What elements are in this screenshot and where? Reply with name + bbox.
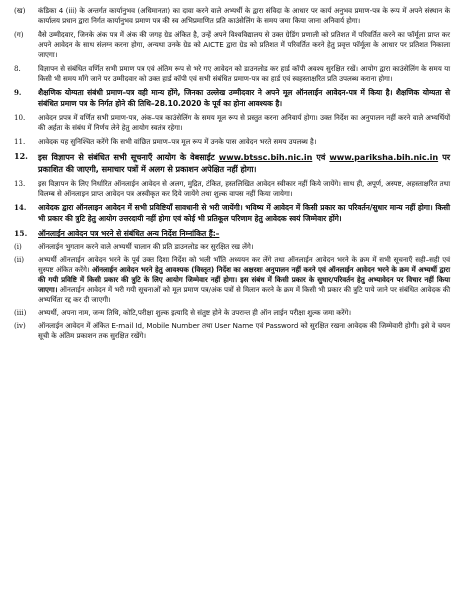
- clause-text-part: एवं: [312, 152, 330, 162]
- clause-number: 10.: [14, 113, 26, 122]
- subclause-bold-text: ऑनलाईन आवेदन भरने हेतु आवश्यक (विस्तृत) निर्देश का अक्षरशः अनुपालन नहीं करने एवं ऑनलाईन आवेदन भरने के क्रम में अभ्यर्थी द्वारा की गयी प्रविष्टि में किसी प्रकार की त्रुटि के लिए आयोग जिम्मेवार नहीं होगा। इस संबंध में किसी प्रकार के सुधार/परिवर्तन हेतु अभ्यावेदन पर विचार नहीं किया जाएगा।: [38, 265, 450, 294]
- clause-text-part: पर प्रकाशित की जाएगी, समाचार पत्रों में अलग से प्रकाशन अपेक्षित नहीं होगा।: [38, 152, 451, 174]
- clause-14: [14, 203, 450, 224]
- section-15-heading: [14, 228, 450, 239]
- clause-text: कंडिका 4 (iii) के अन्तर्गत कार्यानुभव (अधिमानता) का दावा करने वाले अभ्यर्थी के द्वारा संविदा के आधार पर कार्य अनुभव प्रमाण-पत्र के रूप में अपने संस्थान के कार्यालय प्रधान द्वारा निर्गत कार्यानुभव प्रमाण पत्र की स्व अभिप्रमाणित प्रति काउंसेलिंग के समय जमा किया जाना अनिवार्य होगा।: [38, 6, 450, 25]
- subclause-i: [14, 242, 450, 252]
- clause-ga: [14, 30, 450, 60]
- clause-text-part: इस विज्ञापन से संबंधित सभी सूचनाएँ आयोग के वेबसाईट: [38, 152, 219, 162]
- clause-text: आवेदक यह सुनिश्चित करेंगे कि सभी वांछित प्रमाण–पत्र मूल रूप में उनके पास आवेदन भरते समय उपलब्ध है।: [38, 137, 317, 146]
- subclause-iii: [14, 308, 450, 318]
- subclause-text: अभ्यर्थी, अपना नाम, जन्म तिथि, कोटि,परीक्षा शुल्क इत्यादि से संतुष्ट होने के उपरान्त ही ऑन लाईन परीक्षा शुल्क जमा करेंगे।: [38, 308, 352, 317]
- clause-number: (ख): [14, 6, 26, 15]
- subclause-number: (iv): [14, 321, 26, 330]
- subclause-text-part: अभ्यर्थी ऑनलाईन आवेदन भरने के पूर्व उक्त दिशा निर्देश को भली भाँति अध्ययन कर लेंगे तथा ऑनलाईन आवेदन भरने के क्रम में सभी सूचनाएँ सही–सही एवं सुस्पष्ट अंकित करेंगे।: [38, 255, 450, 274]
- clause-text: वैसे उम्मीदवार, जिनके अंक पत्र में अंक की जगह ग्रेड अंकित है, उन्हें अपने विश्वविद्यालय से उक्त ग्रेडिंग प्रणाली को प्रतिशत में परिवर्तित करने का फॉर्मूला प्राप्त कर अपने आवेदन के साथ संलग्न करना होगा, अन्यथा उनके ग्रेड को AICTE द्वारा ग्रेड को प्रतिशत में परिवर्तित करने हेतु प्रवृत्त फॉर्मूला के आधार पर प्रतिशत निकाला जाएगा।: [38, 30, 450, 59]
- subclause-text: ऑनलाईन आवेदन में अंकित E-mail Id, Mobile Number तथा User Name एवं Password को सुरक्षित रखना आवेदक की जिम्मेवारी होगी। इसे वे चयन सूची के अंतिम प्रकाशन तक सुरक्षित रखेंगे।: [38, 321, 450, 340]
- subclause-text: [38, 255, 450, 305]
- clause-9: [14, 88, 450, 109]
- clause-number: 13.: [14, 179, 26, 188]
- section-number: 15.: [14, 229, 28, 238]
- clause-11: [14, 137, 450, 147]
- subclause-number: (ii): [14, 255, 25, 264]
- clause-10: [14, 113, 450, 133]
- clause-number: (ग): [14, 30, 24, 39]
- pariksha-website-link[interactable]: www.pariksha.bih.nic.in: [329, 152, 439, 162]
- subclause-number: (i): [14, 242, 22, 251]
- subclause-number: (iii): [14, 308, 27, 317]
- clause-8: [14, 64, 450, 84]
- clause-text: आवेदक द्वारा ऑनलाइन आवेदन में सभी प्रविष्टियाँ सावधानी से भरी जायेंगी। भविष्य में आवेदन में किसी प्रकार का परिवर्तन/सुधार मान्य नहीं होगा। किसी भी प्रकार की त्रुटि हेतु आयोग उत्तरदायी नहीं होगा एवं कोई भी प्रतिकूल परिणाम हेतु आवेदक स्वयं जिम्मेवार होंगे।: [38, 203, 450, 223]
- clause-13: [14, 179, 450, 199]
- subclause-iv: [14, 321, 450, 341]
- clause-text: शैक्षणिक योग्यता संबंधी प्रमाण–पत्र वही मान्य होंगे, जिनका उल्लेख उम्मीदवार ने अपने मूल ऑनलाईन आवेदन-पत्र में किया है। शैक्षणिक योग्यता से संबंधित प्रमाण पत्र के निर्गत होने की तिथि–28.10.2020 के पूर्व का होना आवश्यक है।: [38, 88, 450, 108]
- section-title: ऑनलाईन आवेदन पत्र भरने से संबंधित अन्य निर्देश निम्नांकित हैं:–: [38, 229, 220, 238]
- clause-text: विज्ञापन से संबंधित वर्णित सभी प्रमाण पत्र एवं अंतिम रूप से भरे गए आवेदन को डाउनलोड कर हार्ड कॉपी अवश्य सुरक्षित रखें। आयोग द्वारा काउंसेलिंग के समय या किसी भी समय माँगे जाने पर उम्मीदवार को उक्त हार्ड कॉपी एवं सभी संबंधित प्रमाण-पत्र का हार्ड एवं स्वहस्ताक्षरित प्रति उपलब्ध कराना होगा।: [38, 64, 450, 83]
- clause-number: 14.: [14, 203, 27, 212]
- clause-number: 8.: [14, 64, 21, 73]
- clause-text: [38, 151, 450, 175]
- clause-text: आवेदन प्रपत्र में वर्णित सभी प्रमाण-पत्र, अंक–पत्र काउंसेलिंग के समय मूल रूप से प्रस्तुत करना अनिवार्य होगा। उक्त निर्देश का अनुपालन नहीं करने वाले अभ्यर्थियों की अर्हता के संबंध में निर्णय लेने हेतु आयोग स्वतंत्र रहेगा।: [38, 113, 450, 132]
- subclause-text-part: ऑनलाईन आवेदन में भरी गयी सूचनाओं को मूल प्रमाण पत्र/अंक पत्रों से मिलान करने के क्रम में किसी भी प्रकार की त्रुटि पाये जाने पर संबंधित आवेदक की अभ्यर्थिता रद्द कर दी जाएगी।: [38, 285, 450, 304]
- btssc-website-link[interactable]: www.btssc.bih.nic.in: [218, 152, 313, 162]
- clause-12: [14, 151, 450, 175]
- clause-number: 12.: [14, 151, 28, 161]
- subclause-ii: [14, 255, 450, 305]
- subclause-text: ऑनलाईन भुगतान करने वाले अभ्यर्थी चालान की प्रति डाउनलोड कर सुरक्षित रख लेंगे।: [38, 242, 254, 251]
- clause-number: 9.: [14, 88, 22, 97]
- clause-number: 11.: [14, 137, 26, 146]
- clause-kha: [14, 6, 450, 26]
- clause-text: इस विज्ञापन के लिए निर्धारित ऑनलाईन आवेदन से अलग, मुद्रित, टंकित, हस्तलिखित आवेदन स्वीकार नहीं किये जायेंगे। साथ ही, अपूर्ण, अस्पष्ट, अहस्ताक्षरित तथा विलम्ब से ऑनलाइन प्राप्त आवेदन पत्र अस्वीकृत कर दिये जायेंगे तथा शुल्क वापस नहीं किया जायेगा।: [38, 179, 450, 198]
